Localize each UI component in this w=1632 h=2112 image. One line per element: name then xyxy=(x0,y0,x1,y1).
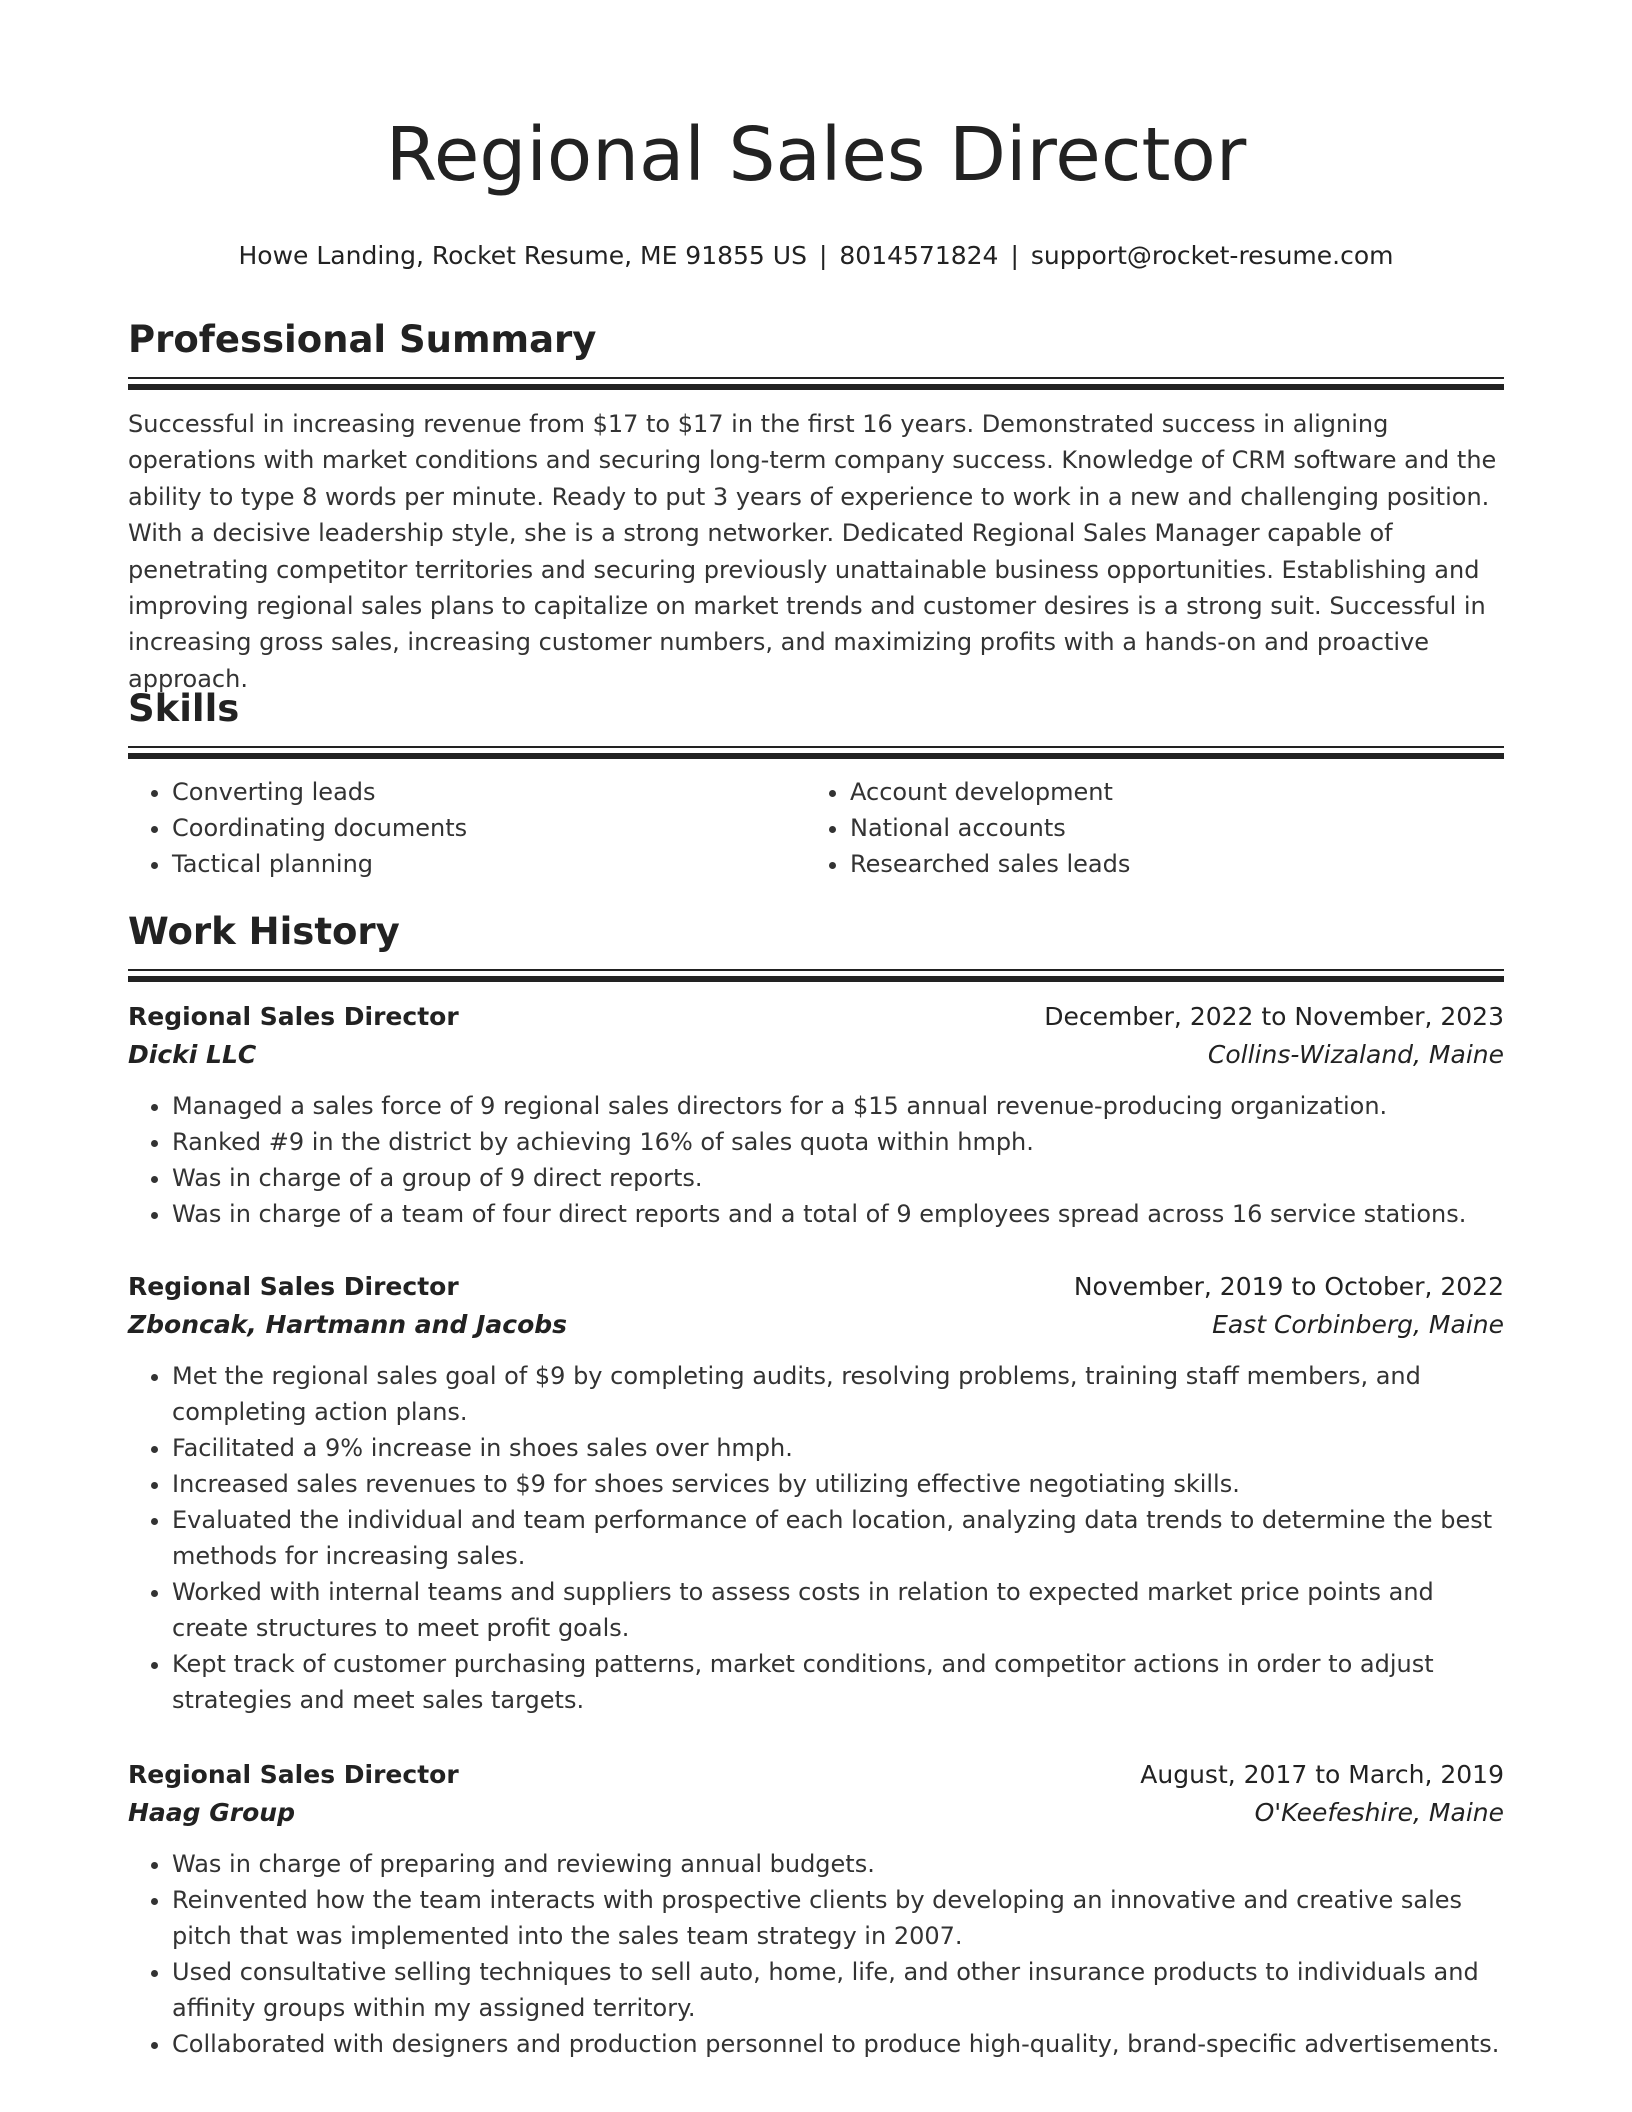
contact-separator: | xyxy=(818,241,828,270)
contact-phone: 8014571824 xyxy=(839,241,999,270)
job-bullet: • Kept track of customer purchasing patterns, market conditions, and competitor actions in order to adjust strategies and meet sales targets. xyxy=(172,1646,1504,1718)
job-location: O'Keefeshire, Maine xyxy=(1254,1798,1504,1827)
job-bullet: • Increased sales revenues to $9 for shoes services by utilizing effective negotiating skills. xyxy=(172,1466,1504,1502)
job-dates: August, 2017 to March, 2019 xyxy=(1140,1760,1504,1789)
skill-item: • Tactical planning xyxy=(172,846,806,882)
job-bullets xyxy=(128,1088,1504,1232)
job-company: Haag Group xyxy=(128,1798,295,1827)
contact-address: Howe Landing, Rocket Resume, ME 91855 US xyxy=(238,241,807,270)
contact-line xyxy=(128,240,1504,272)
job-dates: December, 2022 to November, 2023 xyxy=(1044,1002,1504,1031)
skill-item: • Converting leads xyxy=(172,774,806,810)
skill-item: • Researched sales leads xyxy=(850,846,1484,882)
job-bullet: • Was in charge of preparing and reviewing annual budgets. xyxy=(172,1846,1504,1882)
job-title: Regional Sales Director xyxy=(128,1002,459,1031)
job-bullet: • Met the regional sales goal of $9 by completing audits, resolving problems, training staff members, and completing action plans. xyxy=(172,1358,1504,1430)
job-bullet: • Managed a sales force of 9 regional sales directors for a $15 annual revenue-producing organization. xyxy=(172,1088,1504,1124)
section-divider xyxy=(128,969,1504,983)
summary-heading: Professional Summary xyxy=(128,318,597,361)
job-bullet: • Worked with internal teams and suppliers to assess costs in relation to expected market price points and create structures to meet profit goals. xyxy=(172,1574,1504,1646)
job-entry xyxy=(128,998,1504,1232)
job-bullets xyxy=(128,1846,1504,2062)
job-bullet: • Reinvented how the team interacts with prospective clients by developing an innovative and creative sales pitch that was implemented into the sales team strategy in 2007. xyxy=(172,1882,1504,1954)
skills-heading: Skills xyxy=(128,687,240,730)
job-entry xyxy=(128,1268,1504,1718)
section-divider xyxy=(128,746,1504,760)
job-title: Regional Sales Director xyxy=(128,1760,459,1789)
job-company: Zboncak, Hartmann and Jacobs xyxy=(128,1310,568,1339)
contact-email: support@rocket-resume.com xyxy=(1030,241,1394,270)
job-bullets xyxy=(128,1358,1504,1718)
job-company: Dicki LLC xyxy=(128,1040,257,1069)
job-location: East Corbinberg, Maine xyxy=(1212,1310,1504,1339)
skill-item: • Account development xyxy=(850,774,1484,810)
job-entry xyxy=(128,1756,1504,2062)
resume-title: Regional Sales Director xyxy=(385,112,1247,198)
job-bullet: • Ranked #9 in the district by achieving 16% of sales quota within hmph. xyxy=(172,1124,1504,1160)
job-bullet: • Used consultative selling techniques to sell auto, home, life, and other insurance products to individuals and affinity groups within my assigned territory. xyxy=(172,1954,1504,2026)
work-history-heading: Work History xyxy=(128,910,400,953)
contact-separator: | xyxy=(1010,241,1019,270)
skills-list xyxy=(128,774,1504,882)
job-bullet: • Was in charge of a team of four direct reports and a total of 9 employees spread across 16 service stations. xyxy=(172,1196,1504,1232)
job-location: Collins-Wizaland, Maine xyxy=(1207,1040,1504,1069)
job-bullet: • Was in charge of a group of 9 direct reports. xyxy=(172,1160,1504,1196)
job-bullet: • Facilitated a 9% increase in shoes sales over hmph. xyxy=(172,1430,1504,1466)
job-bullet: • Evaluated the individual and team performance of each location, analyzing data trends to determine the best methods for increasing sales. xyxy=(172,1502,1504,1574)
skill-item: • National accounts xyxy=(850,810,1484,846)
skills-column-right xyxy=(806,774,1484,882)
job-title: Regional Sales Director xyxy=(128,1272,459,1301)
skills-column-left xyxy=(128,774,806,882)
section-divider xyxy=(128,377,1504,391)
summary-text: Successful in increasing revenue from $17 to $17 in the first 16 years. Demonstrated success in aligning operations with market conditions and securing long-term company success. Knowledge of CRM software and the ability to type 8 words per minute. Ready to put 3 years of experience to work in a new and challenging position. With a decisive leadership style, she is a strong networker. Dedicated Regional Sales Manager capable of penetrating competitor territories and securing previously unattainable business opportunities. Establishing and improving regional sales plans to capitalize on market trends and customer desires is a strong suit. Successful in increasing gross sales, increasing customer numbers, and maximizing profits with a hands-on and proactive approach. xyxy=(128,410,1497,693)
job-dates: November, 2019 to October, 2022 xyxy=(1073,1272,1504,1301)
skill-item: • Coordinating documents xyxy=(172,810,806,846)
job-bullet: • Collaborated with designers and production personnel to produce high-quality, brand-specific advertisements. xyxy=(172,2026,1504,2062)
